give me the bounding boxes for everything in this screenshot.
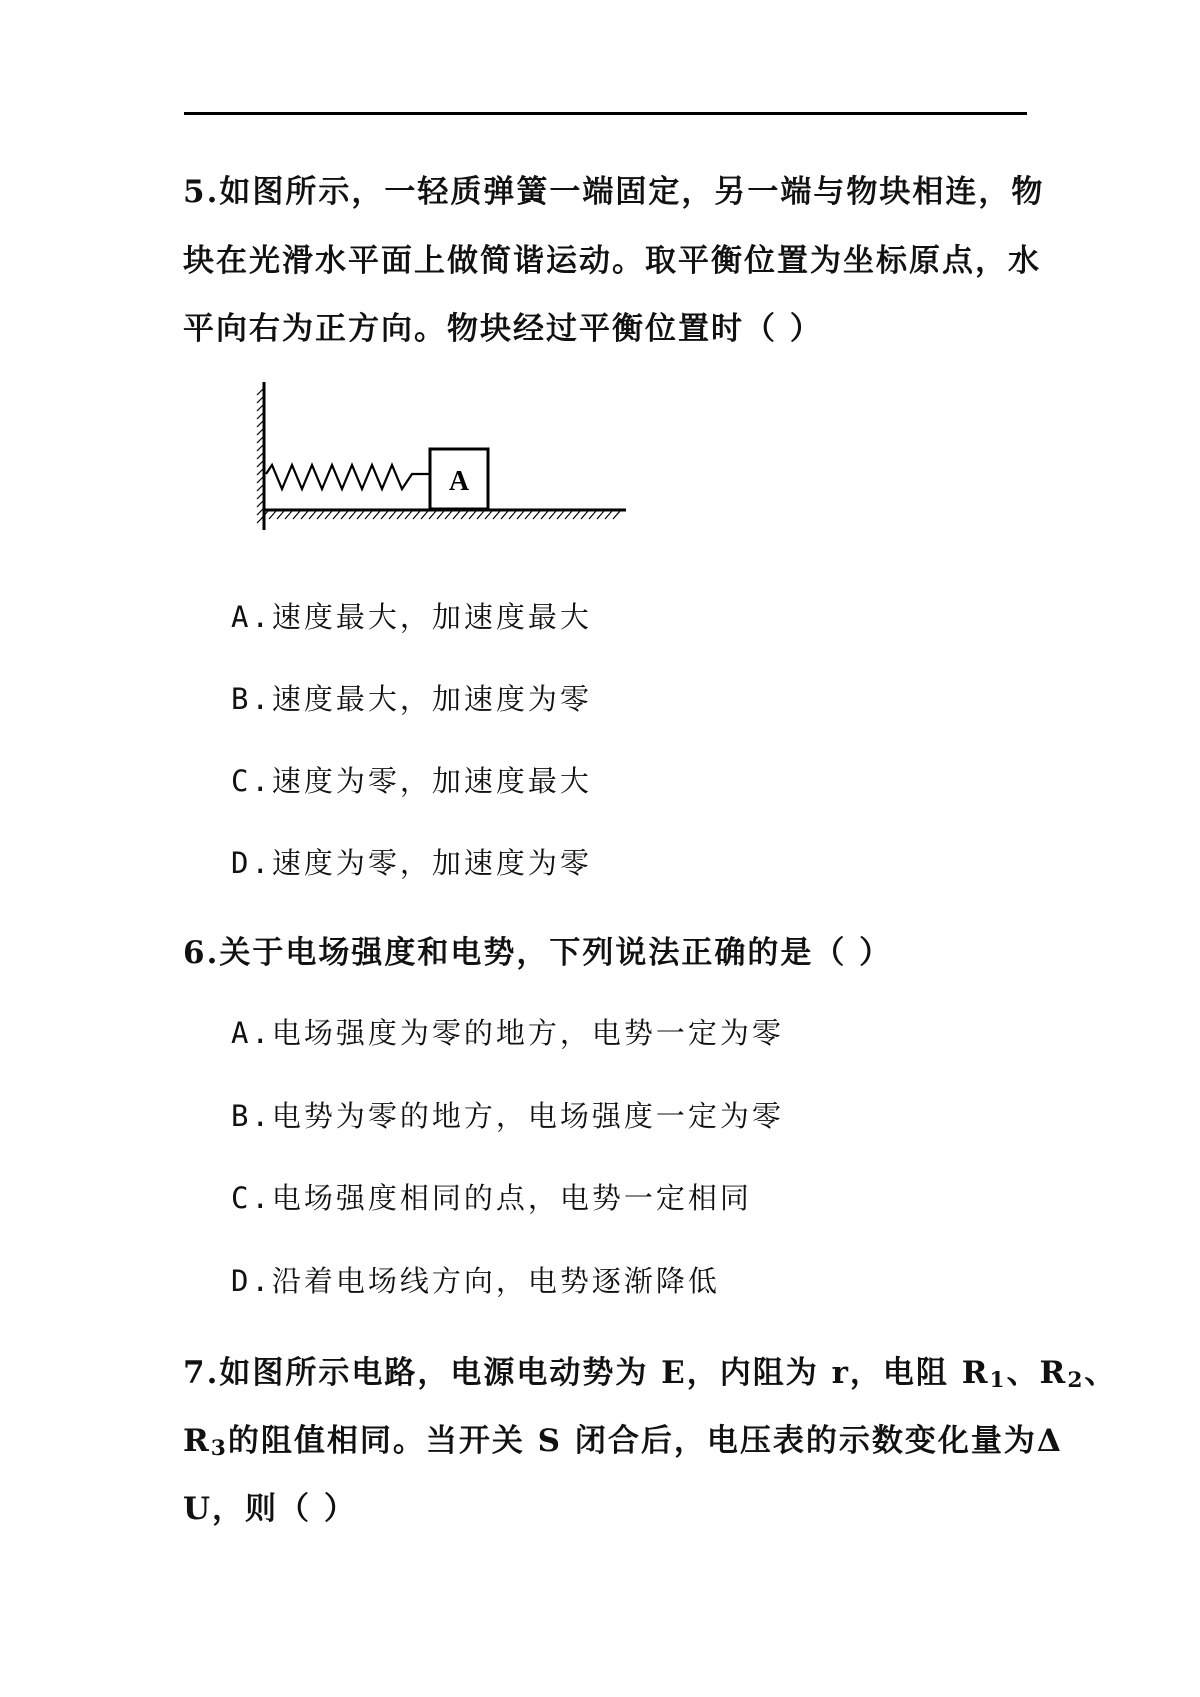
q5-stem-line-3: 平向右为正方向。物块经过平衡位置时（ ） [183,311,823,347]
q6-option-a: A.电场强度为零的地方，电势一定为零 [231,1016,784,1050]
q5-option-b: B.速度最大，加速度为零 [231,682,592,716]
q7-sub-1: 1 [989,1368,1007,1393]
spring-block-figure [256,382,636,534]
q7-stem-line-3: U，则（ ） [183,1491,357,1527]
q6-option-d: D.沿着电场线方向，电势逐渐降低 [231,1264,720,1298]
q7-line1-text: 7.如图所示电路，电源电动势为 E，内阻为 r，电阻 R [183,1355,990,1391]
header-rule [184,112,1027,115]
q7-sub-3: 3 [210,1436,228,1461]
q5-option-d: D.速度为零，加速度为零 [231,846,592,880]
q7-sub-2: 2 [1067,1368,1085,1393]
q7-sep-2: 、 [1084,1355,1118,1391]
q7-line2-text: 的阻值相同。当开关 S 闭合后，电压表的示数变化量为Δ [227,1423,1063,1459]
spring [266,465,430,489]
q5-option-a: A.速度最大，加速度最大 [231,600,592,634]
block-label: A [448,466,470,497]
q7-sep-1: 、R [1006,1355,1068,1391]
q7-line2-r: R [183,1423,211,1459]
q6-option-c: C.电场强度相同的点，电势一定相同 [231,1181,752,1215]
q6-option-b: B.电势为零的地方，电场强度一定为零 [231,1099,784,1133]
q7-stem-line-1 [183,1353,1117,1401]
q5-option-c: C.速度为零，加速度最大 [231,764,592,798]
q7-stem-line-2 [183,1421,1063,1469]
q6-stem: 6.关于电场强度和电势，下列说法正确的是（ ） [183,935,893,971]
q5-stem-line-2: 块在光滑水平面上做简谐运动。取平衡位置为坐标原点，水 [183,243,1041,279]
q5-stem-line-1: 5.如图所示，一轻质弹簧一端固定，另一端与物块相连，物 [183,174,1045,210]
floor-hatching [261,511,620,519]
